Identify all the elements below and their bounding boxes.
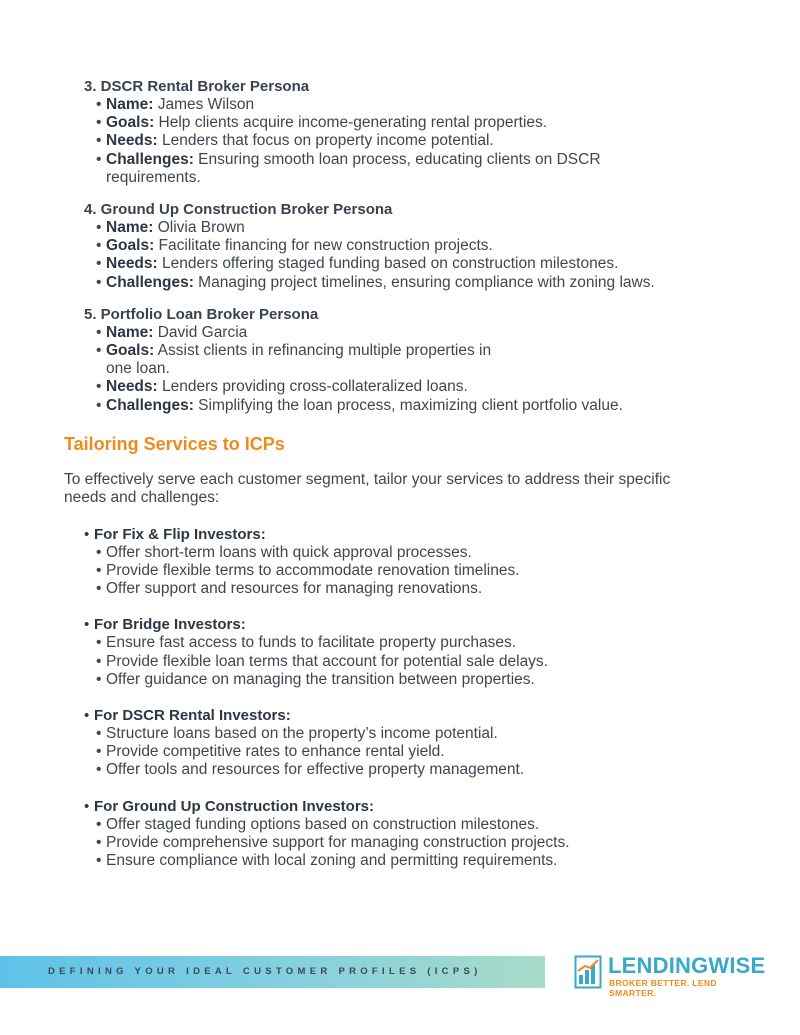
service-ground-up xyxy=(84,798,800,871)
persona-portfolio xyxy=(84,306,800,415)
list-item xyxy=(96,151,651,187)
service-list xyxy=(84,634,800,689)
item-text: Lenders that focus on property income potential. xyxy=(157,132,494,150)
service-bridge xyxy=(84,616,800,689)
item-text: James Wilson xyxy=(153,96,255,113)
logo-name: LENDINGWISE xyxy=(608,953,766,978)
service-list xyxy=(84,725,800,780)
persona-title: 5. Portfolio Loan Broker Persona xyxy=(84,305,319,323)
list-item: • Offer short-term loans with quick approval processes. xyxy=(96,544,800,562)
service-title: • For Fix & Flip Investors: xyxy=(84,526,800,544)
list-item: • Offer guidance on managing the transition between properties. xyxy=(96,671,800,689)
logo-tagline: BROKER BETTER. LEND SMARTER. xyxy=(609,978,717,998)
list-item xyxy=(96,132,686,150)
item-label: Name: xyxy=(106,323,154,341)
list-item: • Offer support and resources for managing renovations. xyxy=(96,580,800,598)
section-intro: To effectively serve each customer segment, tailor your services to address their specific needs and challenges: xyxy=(64,470,671,507)
item-label: Challenges: xyxy=(106,150,194,168)
list-item: • Offer tools and resources for effective property management. xyxy=(96,761,800,779)
service-fix-flip xyxy=(84,526,800,599)
footer-text: DEFINING YOUR IDEAL CUSTOMER PROFILES (ICPS) xyxy=(48,966,482,977)
item-label: Goals: xyxy=(106,114,155,132)
item-text: Lenders providing cross-collateralized loans. xyxy=(157,378,468,396)
list-item xyxy=(96,397,686,415)
list-item: • Ensure compliance with local zoning and permitting requirements. xyxy=(96,852,800,870)
item-label: Challenges: xyxy=(106,273,194,291)
section-heading: Tailoring Services to ICPs xyxy=(64,433,285,454)
list-item: • Provide comprehensive support for managing construction projects. xyxy=(96,834,800,852)
item-label: Name: xyxy=(106,219,154,237)
item-text: Managing project timelines, ensuring compliance with zoning laws. xyxy=(193,273,655,291)
service-title: • For DSCR Rental Investors: xyxy=(84,707,800,725)
list-item: • Offer staged funding options based on construction milestones. xyxy=(96,816,800,834)
page-content xyxy=(0,78,800,870)
item-text: Facilitate financing for new construction projects. xyxy=(154,237,493,255)
item-text: Assist clients in refinancing multiple properties in one loan. xyxy=(106,342,492,378)
item-label: Needs: xyxy=(106,132,158,150)
list-item xyxy=(96,324,686,342)
persona-list xyxy=(84,219,800,292)
persona-title: 4. Ground Up Construction Broker Persona xyxy=(84,201,393,219)
item-text: Simplifying the loan process, maximizing client portfolio value. xyxy=(193,396,623,414)
item-text: Ensuring smooth loan process, educating clients on DSCR requirements. xyxy=(106,150,601,186)
item-label: Name: xyxy=(106,96,154,113)
list-item: • Structure loans based on the property’s income potential. xyxy=(96,725,800,743)
list-item xyxy=(96,378,686,396)
list-item xyxy=(96,255,686,273)
persona-ground-up xyxy=(84,201,800,292)
service-dscr xyxy=(84,707,800,780)
building-chart-icon xyxy=(574,955,602,989)
service-list xyxy=(84,544,800,599)
service-title: • For Bridge Investors: xyxy=(84,616,800,634)
item-text: David Garcia xyxy=(153,323,248,341)
item-label: Needs: xyxy=(106,378,158,396)
persona-dscr xyxy=(84,78,800,187)
item-label: Challenges: xyxy=(106,396,194,414)
persona-list xyxy=(84,324,800,415)
list-item xyxy=(96,114,686,132)
item-label: Goals: xyxy=(106,237,155,255)
persona-title: 3. DSCR Rental Broker Persona xyxy=(84,78,310,95)
item-text: Lenders offering staged funding based on construction milestones. xyxy=(157,255,619,273)
list-item xyxy=(96,274,676,292)
item-text: Olivia Brown xyxy=(153,219,245,237)
list-item: • Provide flexible loan terms that account for potential sale delays. xyxy=(96,653,800,671)
service-title: • For Ground Up Construction Investors: xyxy=(84,798,800,816)
item-label: Goals: xyxy=(106,342,155,360)
persona-list xyxy=(84,96,800,187)
list-item xyxy=(96,342,516,378)
list-item: • Ensure fast access to funds to facilitate property purchases. xyxy=(96,634,800,652)
list-item xyxy=(96,219,686,237)
lendingwise-logo xyxy=(574,952,766,998)
list-item: • Provide flexible terms to accommodate renovation timelines. xyxy=(96,562,800,580)
list-item xyxy=(96,96,686,114)
list-item xyxy=(96,237,686,255)
service-list xyxy=(84,816,800,871)
list-item: • Provide competitive rates to enhance rental yield. xyxy=(96,743,800,761)
item-label: Needs: xyxy=(106,255,158,273)
item-text: Help clients acquire income-generating rental properties. xyxy=(154,114,548,132)
